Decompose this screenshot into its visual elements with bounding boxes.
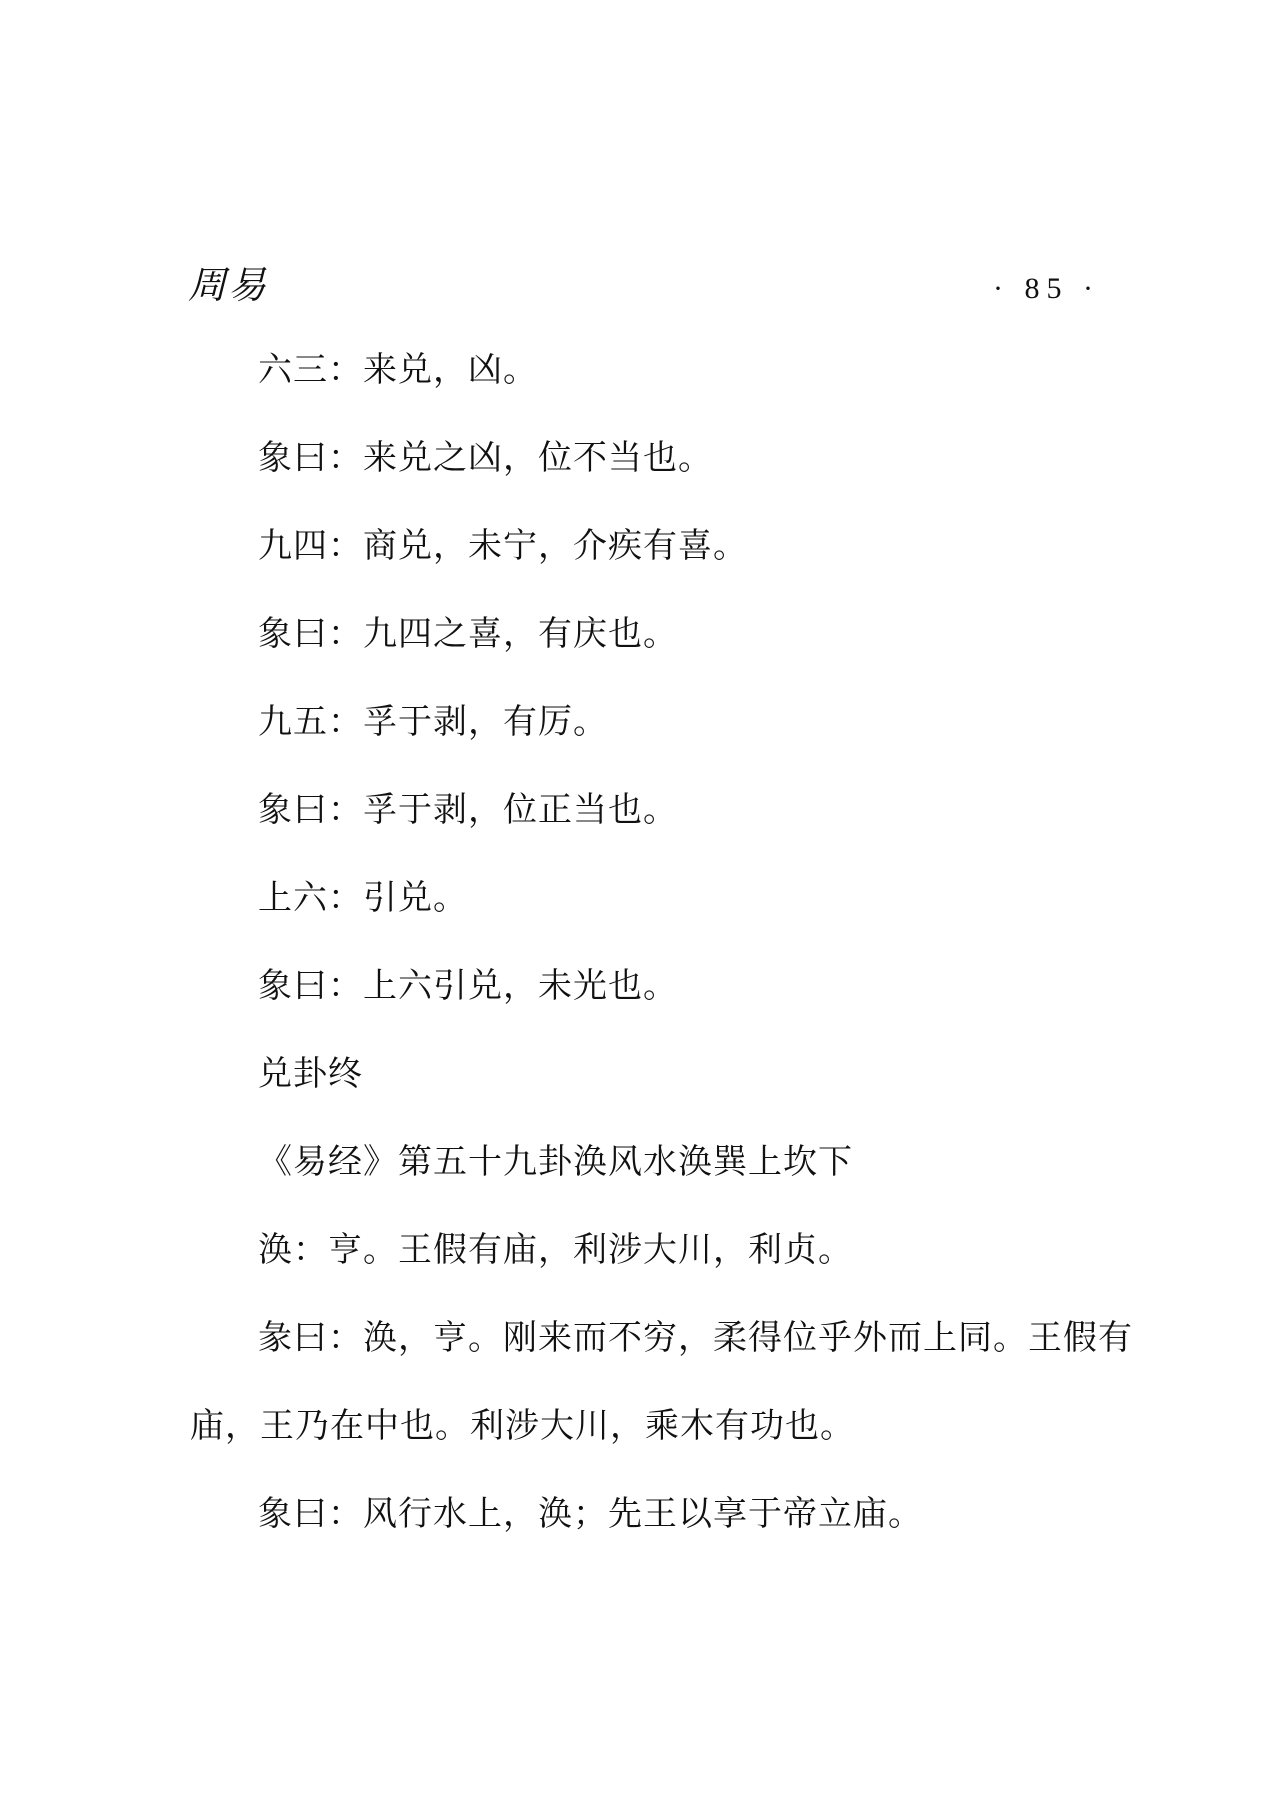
text-line: 象曰：孚于剥，位正当也。	[258, 792, 678, 829]
text-line: 象曰：九四之喜，有庆也。	[258, 616, 678, 653]
text-line: 象曰：来兑之凶，位不当也。	[258, 440, 713, 477]
page-number: · 85 ·	[993, 272, 1100, 305]
text-line: 六三：来兑，凶。	[258, 352, 538, 389]
doc-title: 周易	[188, 265, 269, 307]
text-line: 象曰：风行水上，涣；先王以享于帝立庙。	[258, 1496, 923, 1533]
text-line: 上六：引兑。	[258, 880, 468, 917]
text-line: 《易经》第五十九卦涣风水涣巽上坎下	[258, 1144, 853, 1181]
text-line: 涣：亨。王假有庙，利涉大川，利贞。	[258, 1232, 853, 1269]
page-header	[188, 266, 1100, 306]
text-line: 彖曰：涣，亨。刚来而不穷，柔得位乎外而上同。王假有	[258, 1320, 1133, 1357]
text-line: 兑卦终	[258, 1056, 363, 1093]
text-line: 九五：孚于剥，有厉。	[258, 704, 608, 741]
text-line-continuation: 庙，王乃在中也。利涉大川，乘木有功也。	[190, 1408, 855, 1445]
text-line: 象曰：上六引兑，未光也。	[258, 968, 678, 1005]
text-line: 九四：商兑，未宁，介疾有喜。	[258, 528, 748, 565]
body-text	[190, 352, 1150, 1584]
